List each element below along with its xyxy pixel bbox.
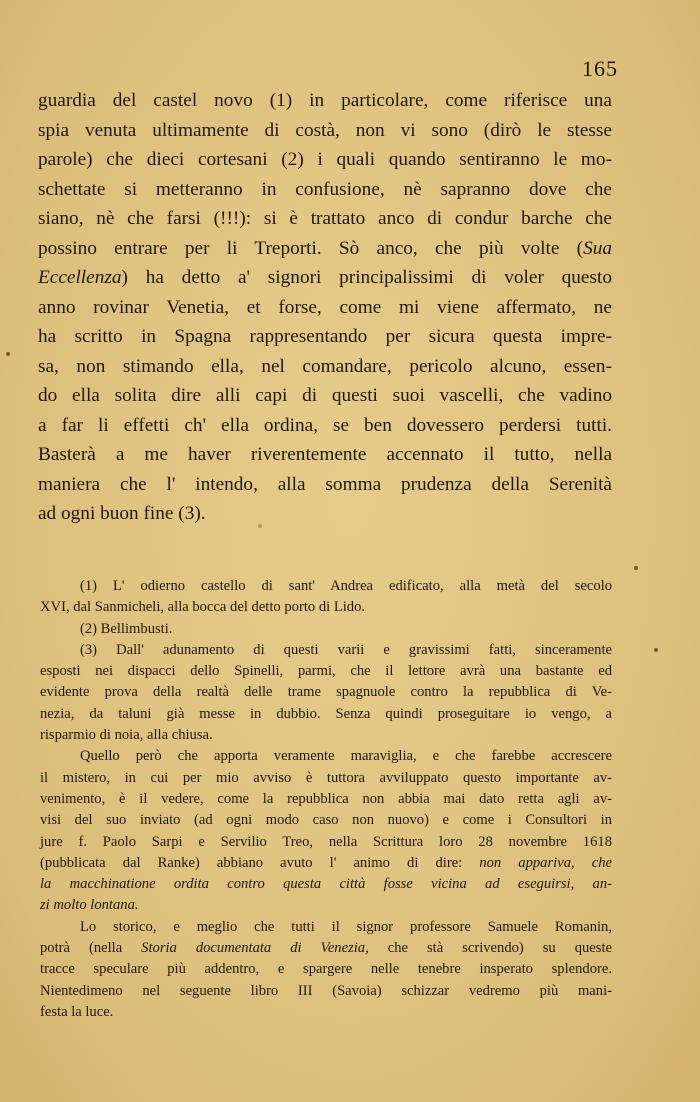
note-line: zi molto lontana. (40, 897, 139, 914)
text-line: Basterà a me haver riverentemente accennato il tutto, nella (38, 444, 612, 465)
note-line: il mistero, in cui per mio avviso è tuttora avviluppato questo importante av- (40, 769, 612, 786)
text-line: ad ogni buon fine (3). (38, 503, 206, 524)
text-line: guardia del castel novo (1) in particolare, come riferisce una (38, 90, 612, 111)
note-line: evidente prova della realtà delle trame spagnuole contro la repubblica di Ve- (40, 684, 612, 701)
text-line: possino entrare per li Treporti. Sò anco, che più volte (Sua (38, 237, 612, 259)
text-line: anno rovinar Venetia, et forse, come mi viene affermato, ne (38, 296, 612, 318)
ink-speck (6, 352, 10, 356)
main-text (38, 86, 612, 529)
note-line: jure f. Paolo Sarpi e Servilio Treo, nella Scrittura loro 28 novembre 1618 (40, 833, 612, 850)
footnote-2 (40, 619, 612, 640)
text-line: ha scritto in Spagna rappresentando per sicura questa impre- (38, 326, 612, 347)
note-line: (pubblicata dal Ranke) abbiano avuto l' animo di dire: non appariva, che (40, 854, 612, 871)
note-line: Lo storico, e meglio che tutti il signor professore Samuele Romanin, (80, 918, 612, 935)
note-line: XVI, dal Sanmicheli, alla bocca del detto porto di Lido. (40, 599, 366, 616)
note-line: Nientedimeno nel seguente libro III (Savoia) schizzar vedremo più mani- (40, 982, 612, 999)
text-line: schettate si metteranno in confusione, nè sapranno dove che (38, 178, 612, 200)
text-line: maniera che l' intendo, alla somma prudenza della Serenità (38, 473, 612, 495)
note-line: nezia, da taluni già messe in dubbio. Senza quindi proseguitare io vengo, a (40, 705, 612, 722)
separator-dot (258, 524, 262, 528)
footnote-3 (40, 640, 612, 746)
page-number: 165 (582, 56, 618, 81)
note-line: (2) Bellimbusti. (80, 620, 173, 637)
note-line: (1) L' odierno castello di sant' Andrea edificato, alla metà del secolo (80, 578, 612, 594)
text-line: spia venuta ultimamente di costà, non vi sono (dirò le stesse (38, 119, 612, 141)
note-line: la macchinatione ordita contro questa città fosse vicina ad eseguirsi, an- (40, 876, 612, 893)
note-line: esposti nei dispacci dello Spinelli, parmi, che il lettore avrà una bastante ed (40, 663, 612, 680)
text-line: Eccellenza) ha detto a' signori principalissimi di voler questo (38, 267, 612, 288)
text-line: do ella solita dire alli capi di questi suoi vascelli, che vadino (38, 385, 612, 406)
text-line: siano, nè che farsi (!!!): si è trattato anco di condur barche che (38, 208, 612, 229)
ink-speck (654, 648, 658, 652)
note-line: festa la luce. (40, 1003, 114, 1020)
text-line: parole) che dieci cortesani (2) i quali quando sentiranno le mo- (38, 149, 612, 170)
note-line: potrà (nella Storia documentata di Venezia, che stà scrivendo) su queste (40, 940, 612, 957)
note-line: tracce speculare più addentro, e spargere nelle tenebre insperato splendore. (40, 961, 612, 978)
ink-speck (634, 566, 638, 570)
text-line: sa, non stimando ella, nel comandare, pericolo alcuno, essen- (38, 355, 612, 377)
note-line: Quello però che apporta veramente maraviglia, e che farebbe accrescere (80, 748, 612, 765)
note-line: visi del suo inviato (ad ogni modo caso non nuovo) e come i Consultori in (40, 812, 612, 829)
footnote-3-paragraph-2 (40, 746, 612, 916)
note-line: venimento, è il vedere, come la repubblica non abbia mai dato retta agli av- (40, 790, 612, 807)
footnote-1 (40, 576, 612, 619)
note-line: (3) Dall' adunamento di questi varii e gravissimi fatti, sinceramente (80, 641, 612, 658)
footnotes (40, 576, 612, 1023)
text-line: a far li effetti ch' ella ordina, se ben dovessero perdersi tutti. (38, 414, 612, 436)
note-line: risparmio di noia, alla chiusa. (40, 727, 213, 744)
footnote-3-paragraph-3 (40, 917, 612, 1023)
